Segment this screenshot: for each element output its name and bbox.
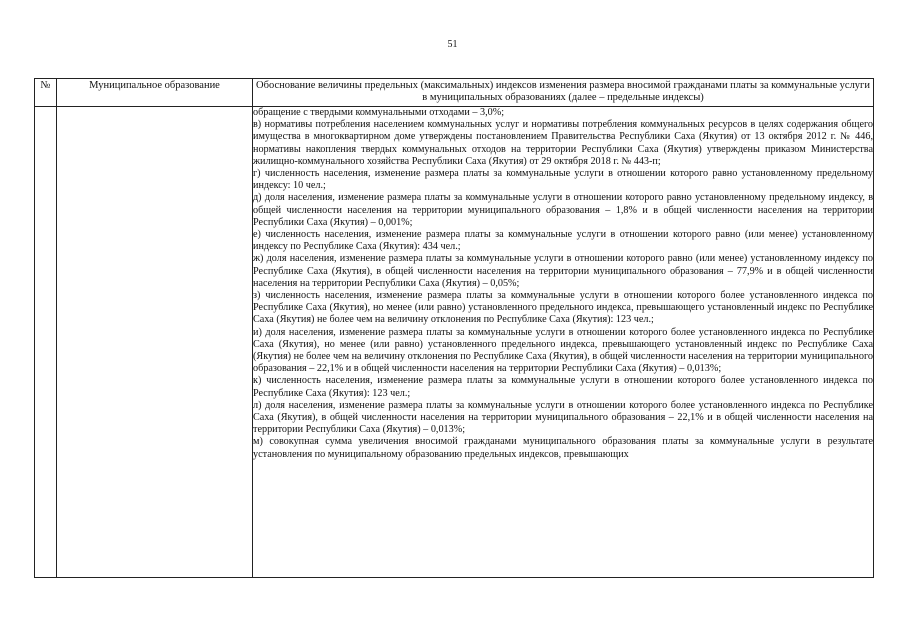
paragraph: з) численность населения, изменение размера платы за коммунальные услуги в отношении которого более установленного индекса по Республике Саха (Якутия), но менее (или равно) установленного предельного индекса, превышающего установленный индекс по Республике Саха (Якутия) не более чем на величину отклонения по Республике Саха (Якутия): 123 чел.; <box>253 290 873 326</box>
paragraph: в) нормативы потребления населением коммунальных услуг и нормативы потребления коммунальных ресурсов в целях содержания общего имущества в многоквартирном доме утверждены постановлением Правительства Республики Саха (Якутия) от 13 октября 2012 г. № 446, нормативы накопления твердых коммунальных отходов на территории Республики Саха (Якутия) утверждены приказом Министерства жилищно-коммунального хозяйства Республики Саха (Якутия) от 29 октября 2018 г. № 443-п; <box>253 119 873 167</box>
paragraph: г) численность населения, изменение размера платы за коммунальные услуги в отношении которого равно установленному предельному индексу: 10 чел.; <box>253 168 873 192</box>
paragraph: ж) доля населения, изменение размера платы за коммунальные услуги в отношении которого равно (или менее) установленному индексу по Республике Саха (Якутия), в общей численности населения на территории муниципального образования – 77,9% и в общей численности населения на территории Республики Саха (Якутия) – 0,05%; <box>253 253 873 289</box>
header-municipality: Муниципальное образование <box>57 79 253 107</box>
header-justification: Обоснование величины предельных (максимальных) индексов изменения размера вносимой гражданами платы за коммунальные услуги в муниципальных образованиях (далее – предельные индексы) <box>253 79 874 107</box>
paragraph: е) численность населения, изменение размера платы за коммунальные услуги в отношении которого равно (или менее) установленному индексу по Республике Саха (Якутия): 434 чел.; <box>253 229 873 253</box>
table-header-row <box>35 79 874 107</box>
table-row <box>35 107 874 578</box>
paragraph: м) совокупная сумма увеличения вносимой гражданами муниципального образования платы за коммунальные услуги в результате установления по муниципальному образованию предельных индексов, превышающих <box>253 436 873 460</box>
paragraph: обращение с твердыми коммунальными отходами – 3,0%; <box>253 107 505 118</box>
row-justification-cell <box>253 107 874 578</box>
paragraph: д) доля населения, изменение размера платы за коммунальные услуги в отношении которого равно установленному предельному индексу, в общей численности населения на территории муниципального образования – 1,8% и в общей численности населения на территории Республики Саха (Якутия) – 0,001%; <box>253 192 873 228</box>
row-municipality-cell <box>57 107 253 578</box>
paragraph: л) доля населения, изменение размера платы за коммунальные услуги в отношении которого более установленного индекса по Республике Саха (Якутия), в общей численности населения на территории муниципального образования – 22,1% и в общей численности населения на территории Республики Саха (Якутия) – 0,013%; <box>253 399 873 436</box>
page-number: 51 <box>447 39 458 50</box>
header-number: № <box>35 79 57 107</box>
row-number-cell <box>35 107 57 578</box>
paragraph: и) доля населения, изменение размера платы за коммунальные услуги в отношении которого более установленного индекса по Республике Саха (Якутия), но менее (или равно) установленного предельного индекса, превышающего установленный индекс по Республике Саха (Якутия) не более чем на величину отклонения по Республике Саха (Якутия), в общей численности населения на территории муниципального образования – 22,1% и в общей численности населения на территории Республики Саха (Якутия) – 0,013%; <box>253 326 873 375</box>
justification-table <box>34 78 874 578</box>
paragraph: к) численность населения, изменение размера платы за коммунальные услуги в отношении которого более установленного индекса по Республике Саха (Якутия): 123 чел.; <box>253 375 873 399</box>
